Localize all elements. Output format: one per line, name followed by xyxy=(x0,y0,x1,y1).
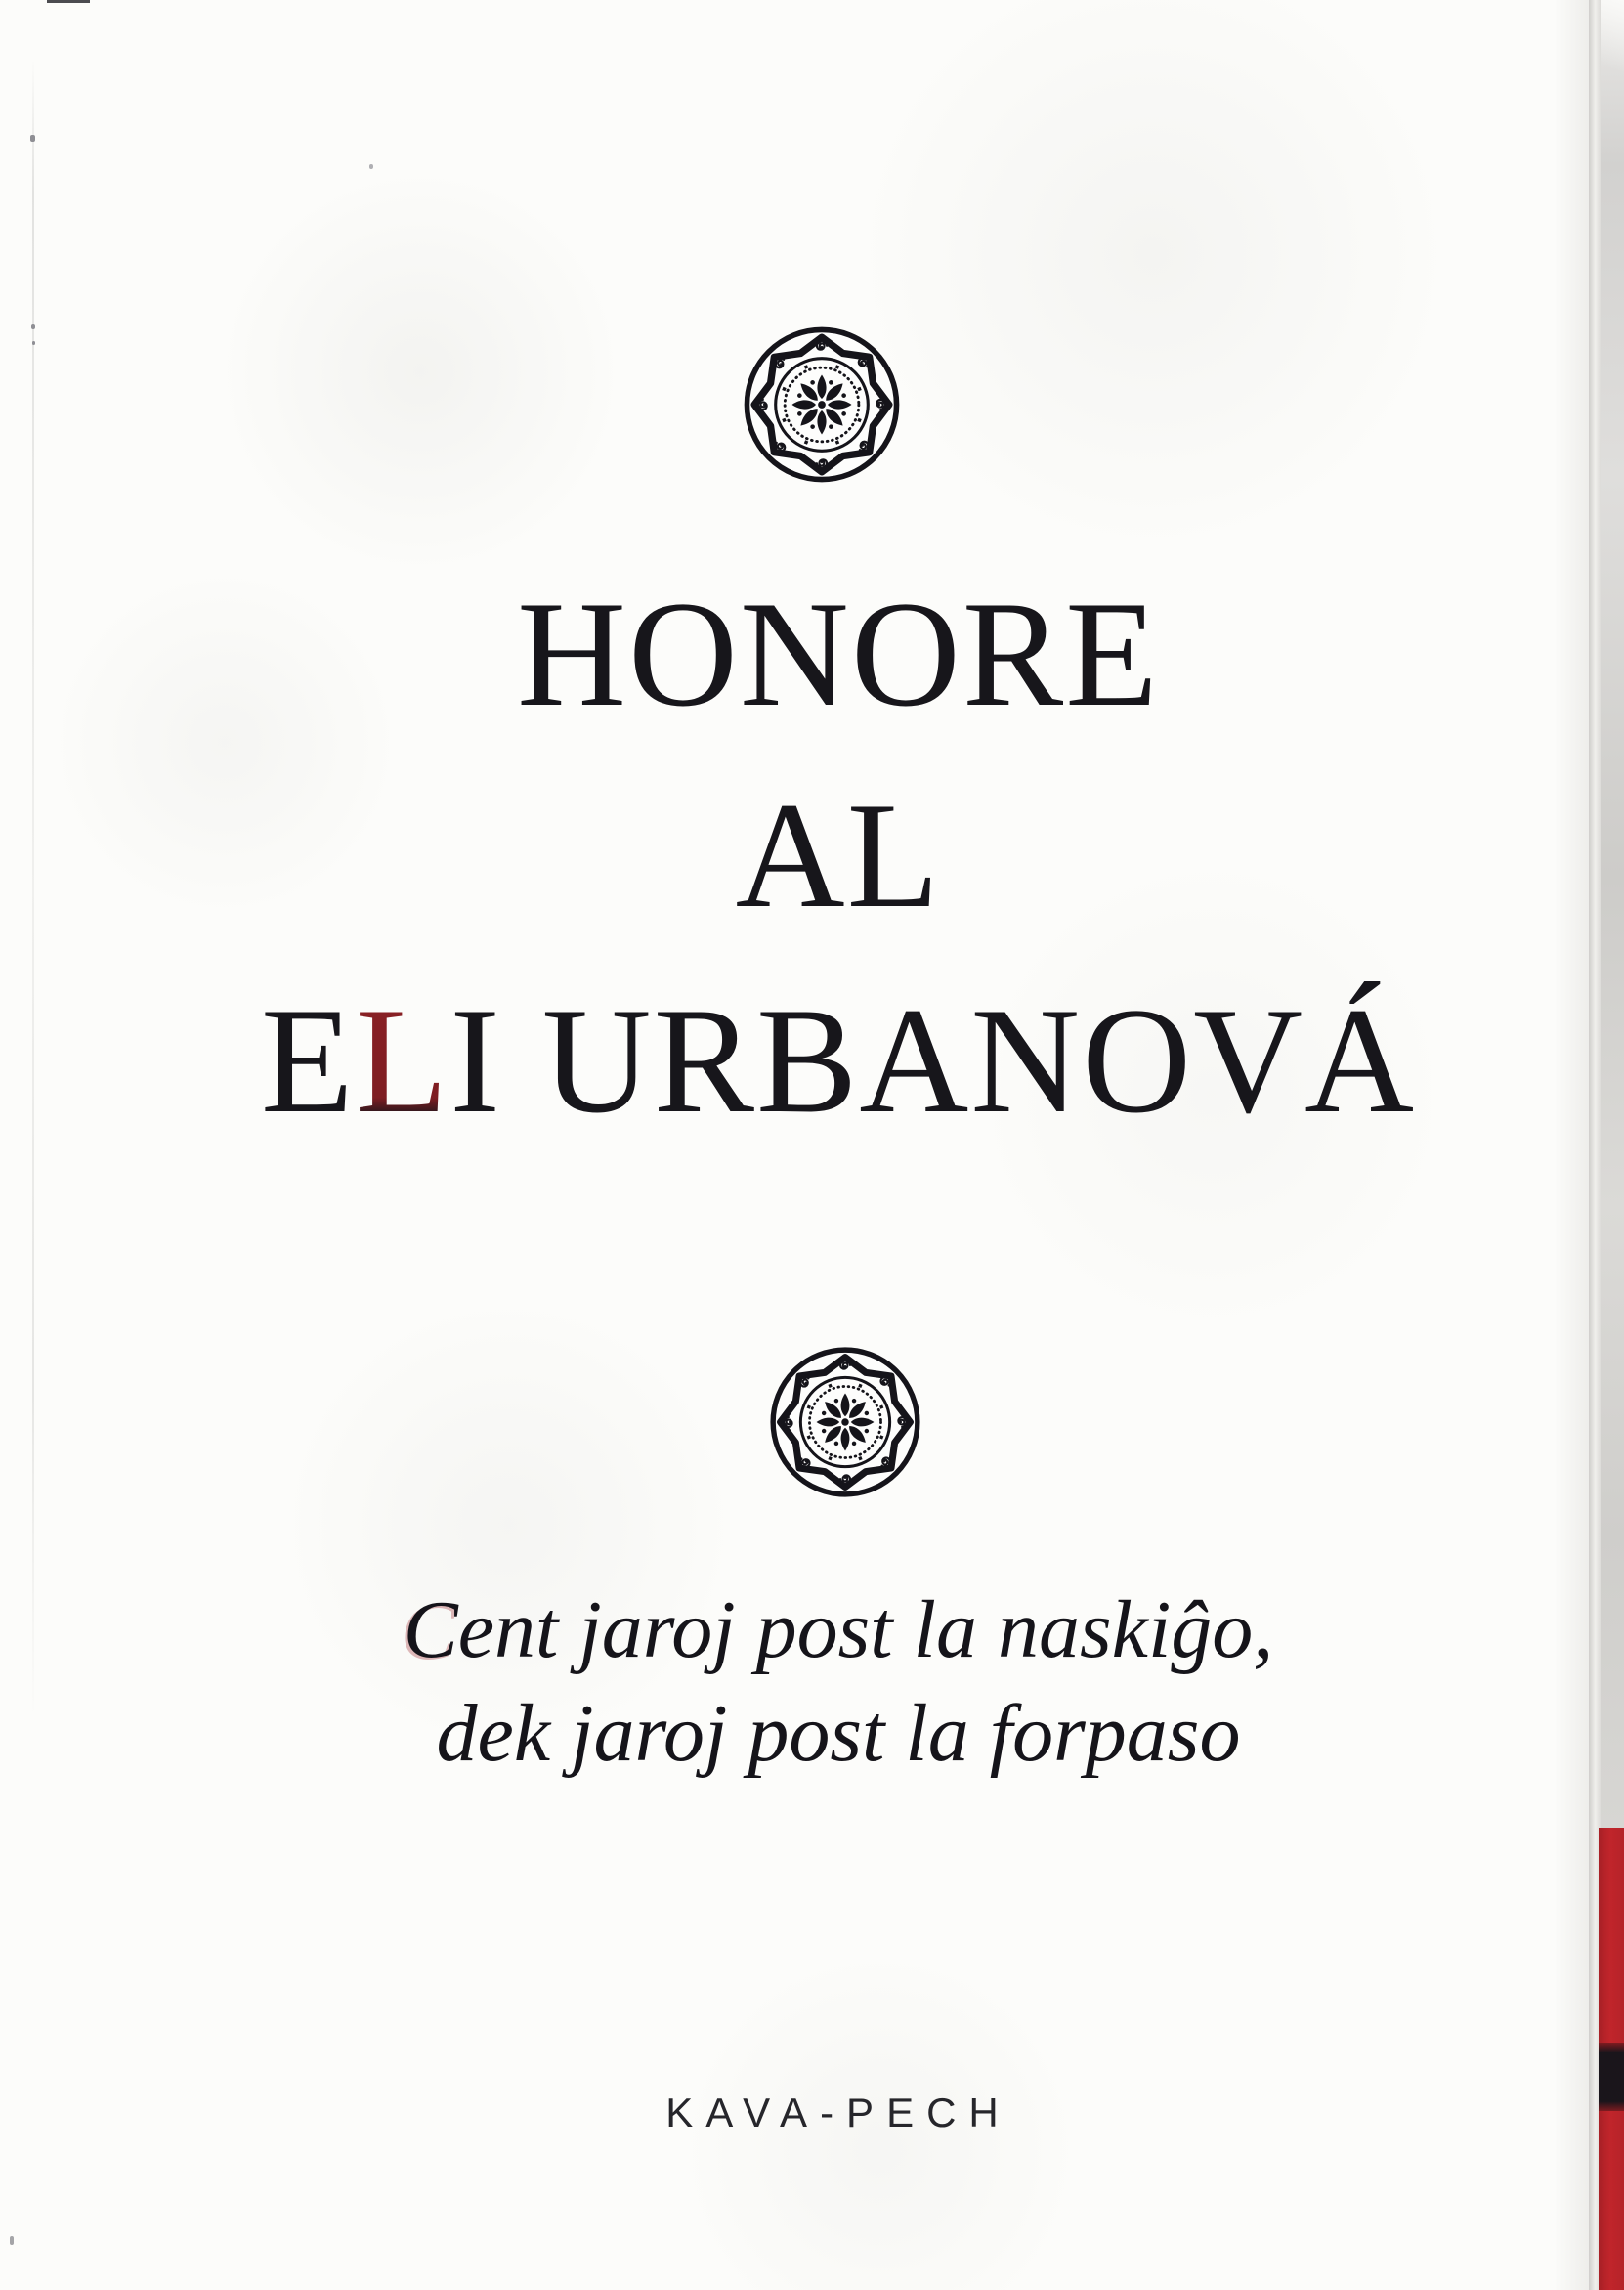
scan-artifact-top-edge xyxy=(47,0,90,3)
title-line-3 xyxy=(86,976,1591,1145)
rosette-medallion-top-icon xyxy=(738,321,906,489)
subtitle-line-2: dek jaroj post la forpaso xyxy=(436,1688,1241,1779)
subtitle-line-1-rest: ent jaroj post la naskiĝo, xyxy=(457,1584,1274,1675)
title-line-3-red-letter: L xyxy=(355,976,450,1145)
scan-artifact-left-crease xyxy=(32,59,34,1720)
title-line-1: HONORE xyxy=(517,570,1160,738)
subtitle-line-1 xyxy=(86,1584,1591,1675)
scan-artifact-speck xyxy=(31,324,35,329)
subtitle-line-1-initial: C xyxy=(403,1584,458,1675)
scan-artifact-speck xyxy=(30,135,35,142)
title-line-3-segment-rest: I URBANOVÁ xyxy=(449,976,1417,1145)
scan-artifact-speck xyxy=(369,164,373,169)
scan-artifact-speck xyxy=(10,2236,14,2245)
title-line-3-segment-e: E xyxy=(260,976,356,1145)
scan-artifact-speck xyxy=(32,341,35,345)
rosette-medallion-bottom-icon xyxy=(764,1341,926,1503)
page-edge-shadow xyxy=(1554,0,1593,2290)
cover-edge-black-band xyxy=(1599,2043,1624,2111)
cover-edge-gray xyxy=(1601,0,1624,1828)
title-line-2: AL xyxy=(735,771,942,939)
publisher-name: KAVA-PECH xyxy=(665,2090,1011,2136)
